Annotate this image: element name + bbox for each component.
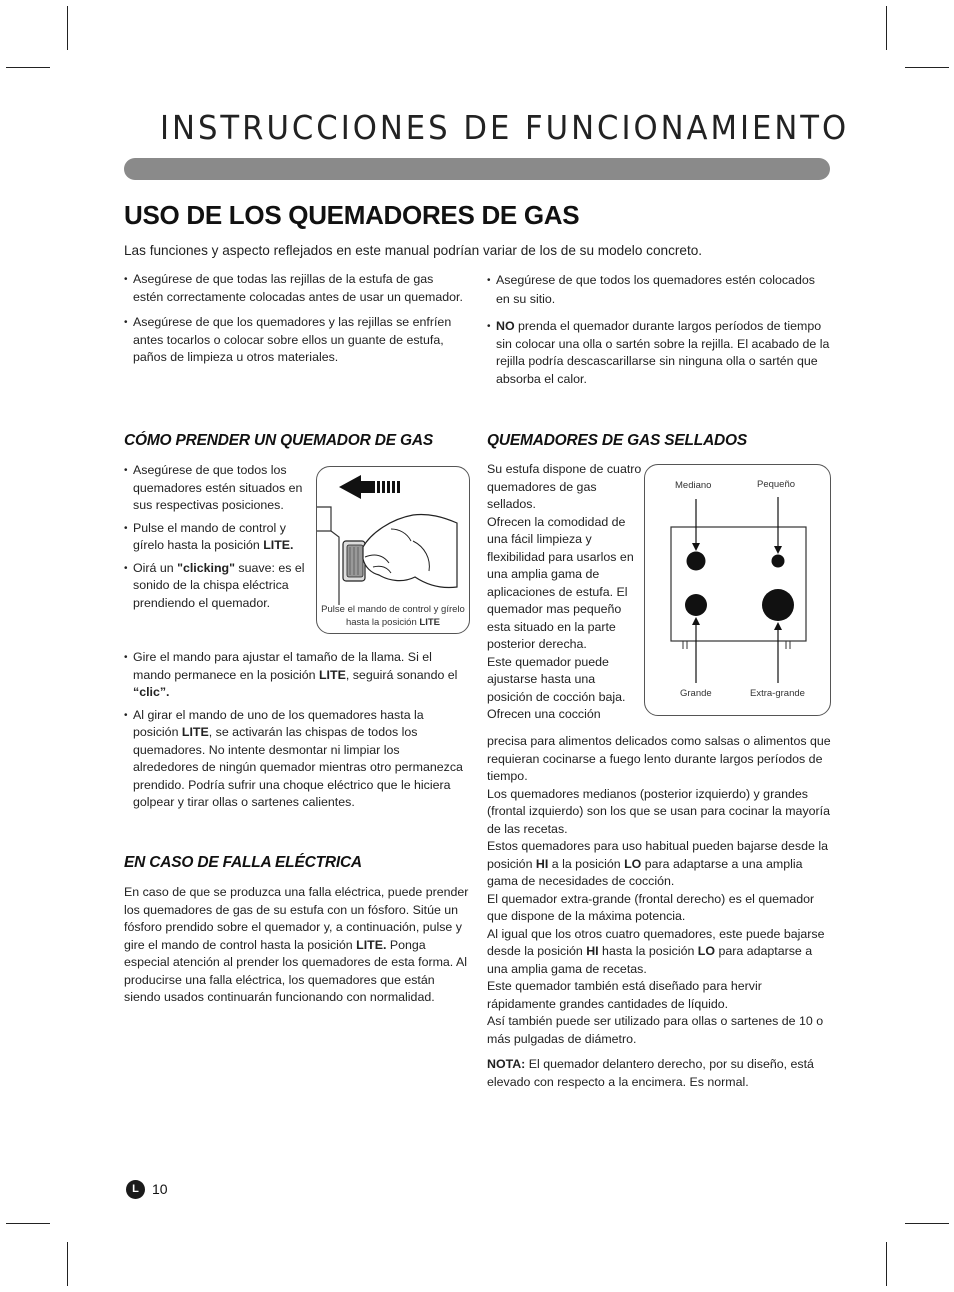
paragraph-text: para adaptarse a una amplia gama de recetas. [487,944,813,976]
crop-mark [886,6,887,50]
burner-diagram [644,464,831,716]
paragraph-text: para adaptarse a una amplia gama de necesidades de cocción. [487,856,803,888]
bullet-item [124,560,310,613]
paragraph: El quemador extra-grande (frontal derecho) es el quemador que dispone de la máxima potencia. [487,891,815,923]
page-title: USO DE LOS QUEMADORES DE GAS [124,200,580,230]
top-left-bullets [124,271,464,375]
cooktop-diagram [645,465,830,715]
paragraph-text: El quemador delantero derecho, por su diseño, está elevado con respecto a la encimera. Es normal. [487,1057,814,1089]
bullet-text: , se activarán las chispas de todos los quemadores. No intente desmontar ni limpiar los alrededores de ningún quemador mientras otro permanezca prendido. Podría sufrir una choque eléctrico que le hiciera golpear y tirar ollas o sartenes calientes. [133,725,463,809]
crop-mark [67,1242,68,1286]
paragraph [124,884,469,1007]
bullet-text: prenda el quemador durante largos períodos de tiempo sin colocar una olla o sartén sobre la rejilla. El acabado de la rejilla podría descascarillarse sin ninguna olla o sartén que absorba el calor. [496,319,830,386]
bullet-item [487,318,832,388]
caption-bold: LITE [419,617,440,628]
bullet-item [124,649,466,702]
bullet-text: Asegúrese de que todos los quemadores estén colocados en su sitio. [496,273,815,306]
paragraph-text: En caso de que se produzca una falla eléctrica, puede prender los quemadores de gas de su estufa con un fósforo. Sitúe un fósforo prendido sobre el quemador y, a continuación, pulse y gire el mando de control hasta la posición [124,885,469,952]
paragraph [487,926,832,979]
crop-mark [6,67,50,68]
bullet-item: • Asegúrese de que todas las rejillas de la estufa de gas estén correctamente colocadas antes de usar un quemador. [124,271,464,306]
crop-mark [905,67,949,68]
bullet-item [487,271,832,309]
label-pequeno: Pequeño [757,479,796,490]
paragraph [487,838,832,891]
crop-mark [905,1223,949,1224]
intro-text: Las funciones y aspecto reflejados en este manual podrían variar de los de su modelo concreto. [124,243,703,258]
heading-quemadores-sellados: QUEMADORES DE GAS SELLADOS [487,432,748,449]
bold-text: LO [697,944,716,958]
paragraph: precisa para alimentos delicados como salsas o alimentos que requieran cocinarse a fuego lento durante largos períodos de tiempo. [487,734,831,783]
bullet-item: • Asegúrese de que todos los quemadores estén situados en sus respectivas posiciones. [124,462,310,515]
paragraph-text: a la posición [548,856,625,871]
nota-paragraph [487,1056,832,1091]
paragraph: Los quemadores medianos (posterior izquierdo) y grandes (frontal izquierdo) son los que se usan para cocinar la mayoría de las recetas. [487,786,830,836]
section-title: INSTRUCCIONES DE FUNCIONAMIENTO [160,108,850,147]
bold-text: NO [496,319,515,333]
bold-text: LITE [181,725,209,739]
heading-falla-electrica: EN CASO DE FALLA ELÉCTRICA [124,854,362,871]
bullet-text: Al girar el mando de uno de los quemadores hasta la posición [133,707,424,739]
bullet-text: suave: es el sonido de la chispa eléctrica prendiendo el quemador. [133,560,305,610]
knob-illustration [316,466,470,634]
bullet-text: Oirá un [133,560,178,575]
figure-caption [317,603,469,629]
bold-text: NOTA: [487,1057,526,1071]
bold-text: LITE. [263,538,294,552]
paragraph-text: Al igual que los otros cuatro quemadores, este puede bajarse desde la posición [487,926,825,958]
bold-text: "clicking" [177,560,235,575]
header-bar [124,158,830,180]
page-number: 10 [152,1181,168,1197]
label-mediano: Mediano [675,480,712,491]
sellados-wide-text [487,733,832,1091]
bullet-item [124,707,466,812]
paragraph-text: Ponga especial atención al prender los quemadores de esta forma. Al producirse una falla eléctrica, los quemadores que están siendo usados continuarán funcionando con normalidad. [124,937,468,1004]
lg-logo-icon: L [126,1180,145,1199]
crop-mark [6,1223,50,1224]
paragraph: Este quemador también está diseñado para hervir rápidamente grandes cantidades de líquido. [487,979,762,1011]
como-prender-wide [124,649,466,820]
crop-mark [67,6,68,50]
bold-text: LITE. [356,937,387,952]
bold-text: LITE [318,667,346,682]
crop-mark [886,1242,887,1286]
bold-text: HI [535,856,549,871]
falla-text [124,884,469,1007]
bullet-text: , seguirá sonando el [345,667,458,682]
label-grande: Grande [680,688,712,699]
bullet-text: Gire el mando para ajustar el tamaño de la llama. Si el mando permanece en la posición [133,650,432,682]
top-right-bullets [487,271,832,396]
knob-hand-illustration [317,467,469,607]
bold-text: HI [586,944,599,958]
como-prender-narrow [124,462,310,617]
paragraph: Así también puede ser utilizado para ollas o sartenes de 10 o más pulgadas de diámetro. [487,1014,824,1046]
label-extra-grande: Extra-grande [750,688,805,699]
bullet-item [124,520,310,555]
bullet-item: • Asegúrese de que los quemadores y las rejillas se enfríen antes tocarlos o colocar sobre ellos un guante de estufa, paños de limpieza u otros materiales. [124,314,464,367]
paragraph-text: hasta la posición [598,944,698,958]
caption-text: Pulse el mando de control y gírelo hasta la posición [321,604,465,628]
paragraph-text: Estos quemadores para uso habitual pueden bajarse desde la posición [487,839,828,871]
sellados-narrow-text: Su estufa dispone de cuatro quemadores de gas sellados. Ofrecen la comodidad de una fácil limpieza y flexibilidad para usarlos en una amplia gama de aplicaciones de estufa. El quemador mas pequeño esta situado en la parte posterior derecha. Este quemador puede ajustarse hasta una posición de cocción baja. Ofrecen una cocción [487,462,642,721]
bold-text: LO [624,856,642,871]
bullet-text: Pulse el mando de control y gírelo hasta la posición [133,520,286,552]
bold-text: “clic”. [133,685,170,699]
heading-como-prender: CÓMO PRENDER UN QUEMADOR DE GAS [124,432,433,449]
